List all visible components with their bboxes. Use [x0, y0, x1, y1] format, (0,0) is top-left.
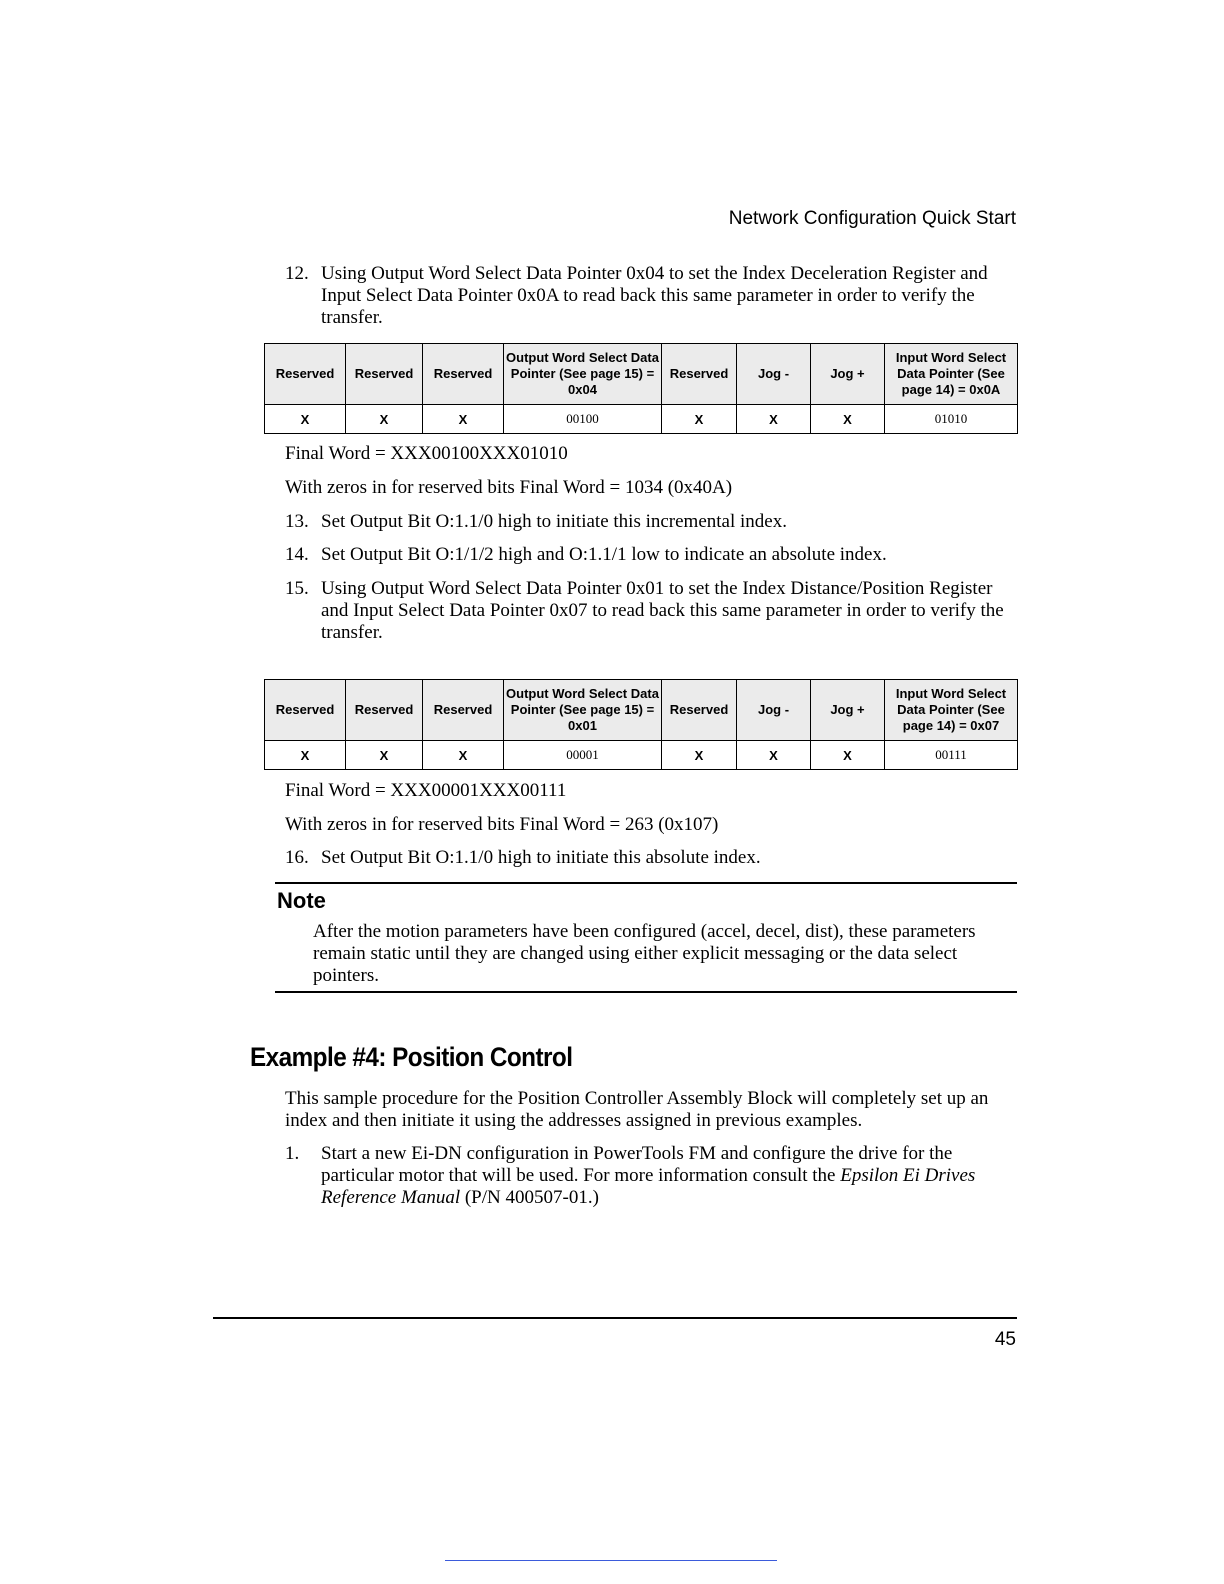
- table-row: [265, 405, 1018, 434]
- final-word-2: Final Word = XXX00001XXX00111: [285, 780, 567, 801]
- bit-map-table-1: [264, 343, 1018, 434]
- step-15: [285, 578, 1020, 644]
- step-number: 12.: [285, 263, 309, 284]
- final-word-1: Final Word = XXX00100XXX01010: [285, 443, 568, 464]
- step-text: Set Output Bit O:1.1/0 high to initiate this incremental index.: [321, 511, 787, 532]
- note-text: After the motion parameters have been configured (accel, decel, dist), these parameters remain static until they are changed using either explicit messaging or the data select pointers.: [313, 921, 976, 986]
- final-word-zeros-1: With zeros in for reserved bits Final Word = 1034 (0x40A): [285, 477, 733, 498]
- table-cell: X: [346, 405, 423, 434]
- column-header: Reserved: [346, 680, 423, 741]
- column-header: Reserved: [423, 344, 504, 405]
- step-16: [285, 847, 1020, 869]
- column-header: Jog +: [811, 680, 885, 741]
- table-cell: X: [811, 741, 885, 770]
- final-word-zeros-2: With zeros in for reserved bits Final Word = 263 (0x107): [285, 814, 719, 835]
- table-cell: X: [423, 405, 504, 434]
- step-number: 16.: [285, 847, 309, 868]
- table-row: [265, 741, 1018, 770]
- column-header: Input Word Select Data Pointer (See page 14) = 0x07: [885, 680, 1018, 741]
- step-number: 14.: [285, 544, 309, 565]
- column-header: Reserved: [662, 680, 737, 741]
- table-cell: X: [737, 405, 811, 434]
- section-step-1: [285, 1143, 1020, 1209]
- column-header: Jog -: [737, 344, 811, 405]
- bit-map-table-2: [264, 679, 1018, 770]
- table-header-row: [265, 344, 1018, 405]
- column-header: Jog +: [811, 344, 885, 405]
- step-12: [285, 263, 1020, 329]
- step-number: 1.: [285, 1143, 300, 1164]
- note-box: [275, 882, 1017, 993]
- footer-rule: [213, 1317, 1017, 1319]
- table-cell: X: [662, 405, 737, 434]
- column-header: Reserved: [662, 344, 737, 405]
- table-cell: 00001: [504, 741, 662, 770]
- manual-title: Epsilon Ei Drives Reference Manual: [321, 1165, 976, 1208]
- column-header: Reserved: [423, 680, 504, 741]
- step-text: Set Output Bit O:1/1/2 high and O:1.1/1 low to indicate an absolute index.: [321, 544, 887, 565]
- step-text-part: Start a new Ei-DN configuration in PowerTools FM and configure the drive for the particular motor that will be used. For more information consult the: [321, 1143, 953, 1186]
- step-14: [285, 544, 1020, 566]
- table-cell: X: [265, 741, 346, 770]
- column-header: Output Word Select Data Pointer (See page 15) = 0x04: [504, 344, 662, 405]
- step-text: Set Output Bit O:1.1/0 high to initiate this absolute index.: [321, 847, 761, 868]
- table-header-row: [265, 680, 1018, 741]
- step-text: Using Output Word Select Data Pointer 0x01 to set the Index Distance/Position Register and Input Select Data Pointer 0x07 to read back this same parameter in order to verify the transfer.: [321, 578, 1004, 643]
- column-header: Jog -: [737, 680, 811, 741]
- table-cell: X: [811, 405, 885, 434]
- column-header: Reserved: [265, 344, 346, 405]
- step-number: 13.: [285, 511, 309, 532]
- table-cell: 00111: [885, 741, 1018, 770]
- column-header: Input Word Select Data Pointer (See page 14) = 0x0A: [885, 344, 1018, 405]
- table-cell: X: [423, 741, 504, 770]
- table-cell: X: [737, 741, 811, 770]
- column-header: Reserved: [265, 680, 346, 741]
- step-13: [285, 511, 1020, 533]
- page-number: 45: [994, 1329, 1016, 1350]
- table-cell: X: [265, 405, 346, 434]
- running-header: Network Configuration Quick Start: [728, 208, 1016, 229]
- step-text-part: (P/N 400507-01.): [460, 1187, 599, 1208]
- note-title: Note: [277, 888, 326, 913]
- section-heading: Example #4: Position Control: [250, 1042, 573, 1072]
- column-header: Output Word Select Data Pointer (See page 15) = 0x01: [504, 680, 662, 741]
- section-intro: This sample procedure for the Position Controller Assembly Block will completely set up an index and then initiate it using the addresses assigned in previous examples.: [285, 1088, 989, 1131]
- table-cell: 01010: [885, 405, 1018, 434]
- column-header: Reserved: [346, 344, 423, 405]
- step-number: 15.: [285, 578, 309, 599]
- step-text: [321, 1143, 1020, 1209]
- table-cell: 00100: [504, 405, 662, 434]
- bottom-link-line: [445, 1560, 777, 1561]
- table-cell: X: [346, 741, 423, 770]
- table-cell: X: [662, 741, 737, 770]
- step-text: Using Output Word Select Data Pointer 0x04 to set the Index Deceleration Register and Input Select Data Pointer 0x0A to read back this same parameter in order to verify the transfer.: [321, 263, 988, 328]
